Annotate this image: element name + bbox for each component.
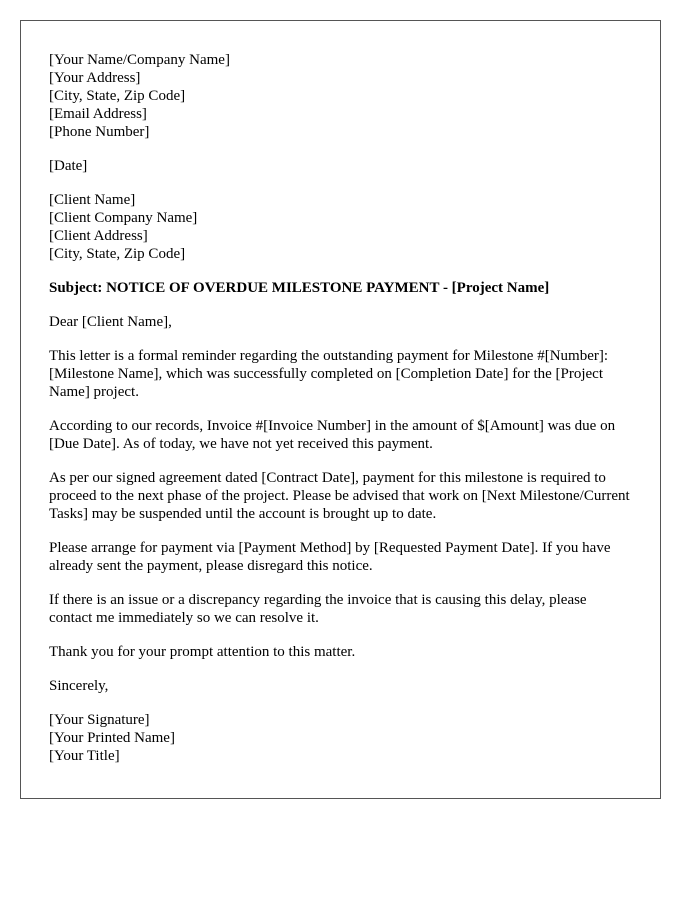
- body-paragraph: This letter is a formal reminder regarding the outstanding payment for Milestone #[Number]: [Milestone Name], which was successfully completed on [Completion Date] for the [Project Name] project.: [49, 348, 609, 400]
- sender-phone: [Phone Number]: [49, 124, 150, 140]
- body-paragraph: If there is an issue or a discrepancy regarding the invoice that is causing this delay, please contact me immediately so we can resolve it.: [49, 592, 587, 626]
- letter-page: [20, 20, 661, 799]
- sender-address: [Your Address]: [49, 70, 141, 86]
- body-paragraph: As per our signed agreement dated [Contract Date], payment for this milestone is required to proceed to the next phase of the project. Please be advised that work on [Next Milestone/Current Tasks] may be suspended until the account is brought up to date.: [49, 470, 630, 522]
- signature-line: [Your Signature]: [49, 712, 150, 728]
- recipient-block: [49, 191, 632, 263]
- recipient-address: [Client Address]: [49, 228, 148, 244]
- closing: Sincerely,: [49, 678, 109, 694]
- body-paragraph: According to our records, Invoice #[Invoice Number] in the amount of $[Amount] was due on [Due Date]. As of today, we have not yet received this payment.: [49, 418, 616, 452]
- recipient-company: [Client Company Name]: [49, 210, 198, 226]
- sender-block: [49, 51, 632, 141]
- recipient-name: [Client Name]: [49, 192, 136, 208]
- signer-title: [Your Title]: [49, 748, 120, 764]
- sender-email: [Email Address]: [49, 106, 147, 122]
- salutation: Dear [Client Name],: [49, 314, 172, 330]
- sender-name: [Your Name/Company Name]: [49, 52, 230, 68]
- body-paragraph: Thank you for your prompt attention to this matter.: [49, 644, 356, 660]
- recipient-city-state-zip: [City, State, Zip Code]: [49, 246, 186, 262]
- sender-city-state-zip: [City, State, Zip Code]: [49, 88, 186, 104]
- body-paragraph: Please arrange for payment via [Payment Method] by [Requested Payment Date]. If you have already sent the payment, please disregard this notice.: [49, 540, 611, 574]
- date-block: [49, 157, 632, 175]
- letter-date: [Date]: [49, 158, 88, 174]
- printed-name: [Your Printed Name]: [49, 730, 175, 746]
- signature-block: [49, 711, 632, 765]
- subject-line: Subject: NOTICE OF OVERDUE MILESTONE PAYMENT - [Project Name]: [49, 280, 550, 296]
